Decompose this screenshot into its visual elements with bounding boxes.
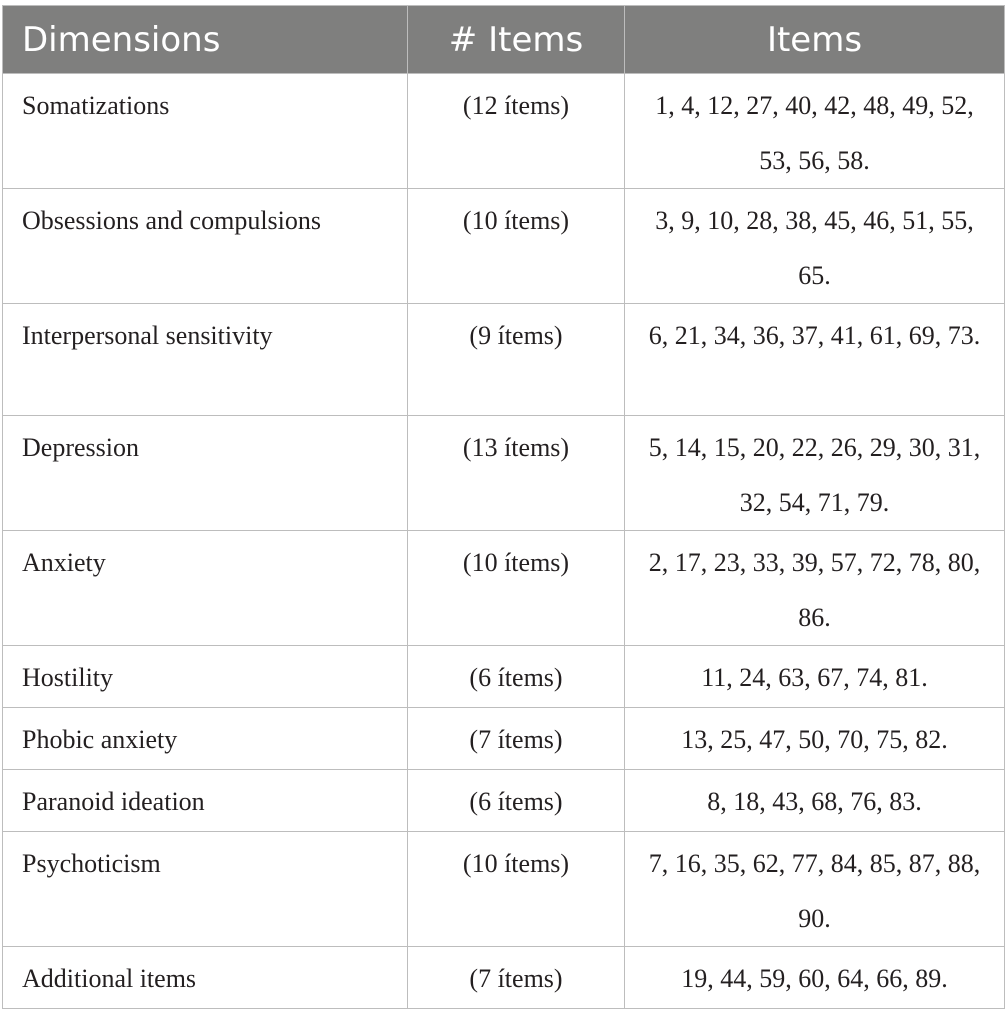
items-cell: 2, 17, 23, 33, 39, 57, 72, 78, 80, 86.	[625, 531, 1005, 646]
items-cell: 11, 24, 63, 67, 74, 81.	[625, 646, 1005, 708]
table-row	[3, 416, 1005, 531]
items-cell: 7, 16, 35, 62, 77, 84, 85, 87, 88, 90.	[625, 832, 1005, 947]
dimension-cell: Psychoticism	[3, 832, 408, 947]
item-count-cell: (10 ítems)	[408, 189, 625, 304]
table-row	[3, 832, 1005, 947]
item-count-cell: (12 ítems)	[408, 74, 625, 189]
items-cell: 3, 9, 10, 28, 38, 45, 46, 51, 55, 65.	[625, 189, 1005, 304]
item-count-cell: (9 ítems)	[408, 304, 625, 416]
table-row	[3, 770, 1005, 832]
table-row	[3, 947, 1005, 1009]
items-cell: 5, 14, 15, 20, 22, 26, 29, 30, 31, 32, 54, 71, 79.	[625, 416, 1005, 531]
table-row	[3, 708, 1005, 770]
dimension-cell: Interpersonal sensitivity	[3, 304, 408, 416]
dimension-cell: Depression	[3, 416, 408, 531]
table-row	[3, 304, 1005, 416]
header-item-count: # Items	[408, 6, 625, 74]
header-dimensions: Dimensions	[3, 6, 408, 74]
dimension-cell: Additional items	[3, 947, 408, 1009]
dimensions-table	[2, 5, 1005, 1009]
items-cell: 8, 18, 43, 68, 76, 83.	[625, 770, 1005, 832]
item-count-cell: (10 ítems)	[408, 832, 625, 947]
dimension-cell: Paranoid ideation	[3, 770, 408, 832]
item-count-cell: (10 ítems)	[408, 531, 625, 646]
table-row	[3, 189, 1005, 304]
item-count-cell: (6 ítems)	[408, 646, 625, 708]
item-count-cell: (6 ítems)	[408, 770, 625, 832]
header-items: Items	[625, 6, 1005, 74]
items-cell: 13, 25, 47, 50, 70, 75, 82.	[625, 708, 1005, 770]
item-count-cell: (7 ítems)	[408, 708, 625, 770]
items-cell: 6, 21, 34, 36, 37, 41, 61, 69, 73.	[625, 304, 1005, 416]
items-cell: 1, 4, 12, 27, 40, 42, 48, 49, 52, 53, 56, 58.	[625, 74, 1005, 189]
dimension-cell: Somatizations	[3, 74, 408, 189]
header-row	[3, 6, 1005, 74]
items-cell: 19, 44, 59, 60, 64, 66, 89.	[625, 947, 1005, 1009]
item-count-cell: (13 ítems)	[408, 416, 625, 531]
dimension-cell: Phobic anxiety	[3, 708, 408, 770]
table-row	[3, 531, 1005, 646]
item-count-cell: (7 ítems)	[408, 947, 625, 1009]
dimension-cell: Anxiety	[3, 531, 408, 646]
dimension-cell: Obsessions and compulsions	[3, 189, 408, 304]
table-row	[3, 74, 1005, 189]
dimension-cell: Hostility	[3, 646, 408, 708]
table-row	[3, 646, 1005, 708]
